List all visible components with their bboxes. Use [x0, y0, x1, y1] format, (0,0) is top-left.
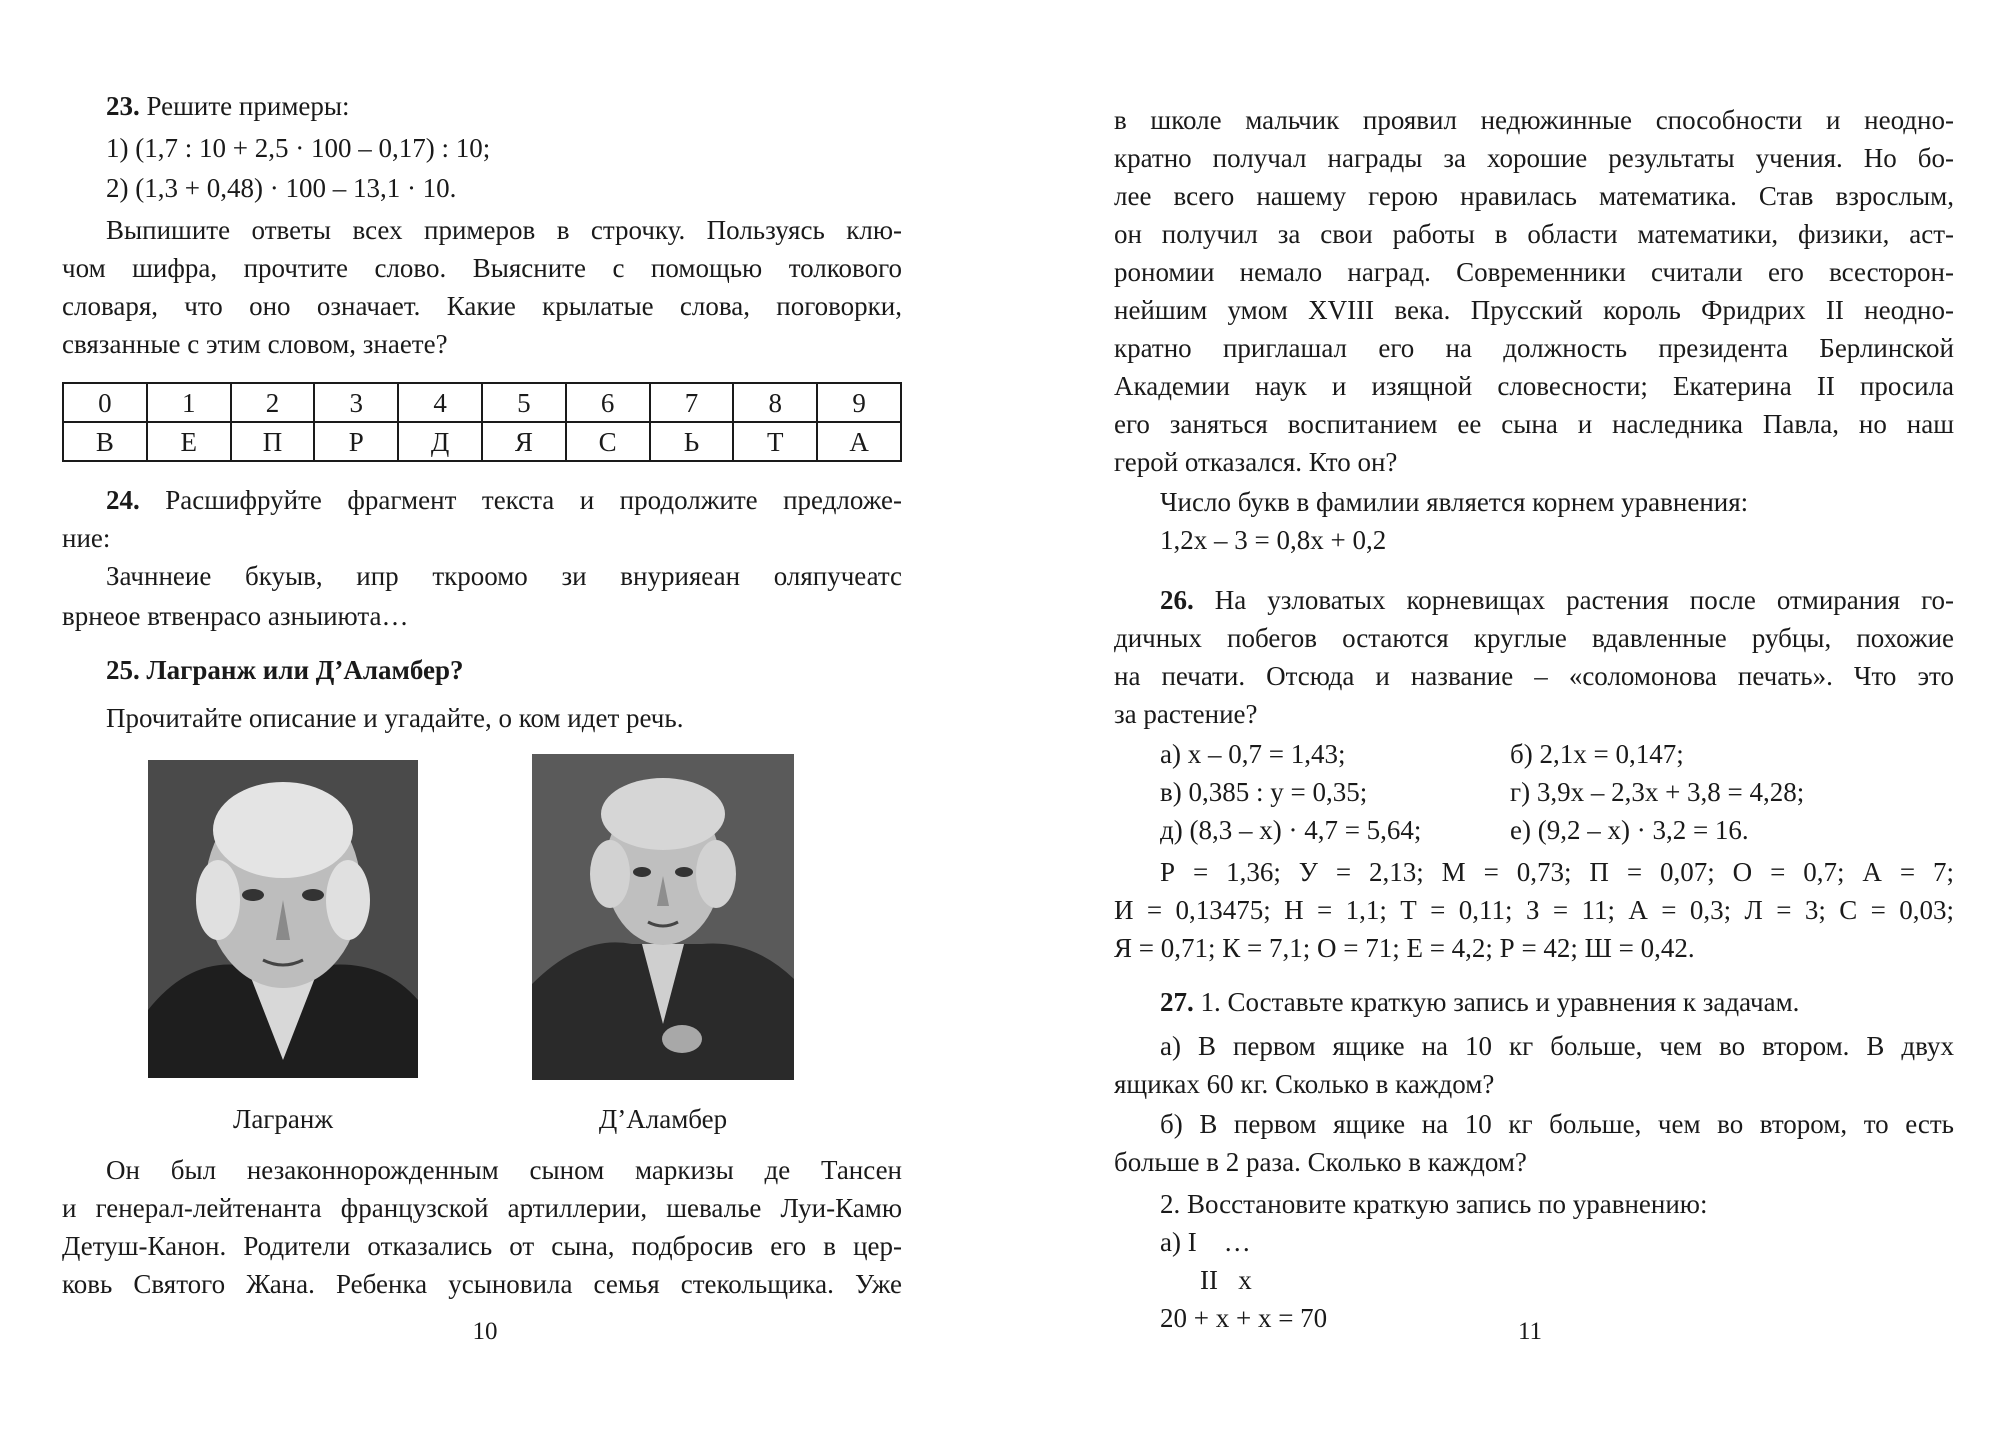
- task-23-text-line-2: чом шифра, прочтите слово. Выясните с помощью толкового: [62, 253, 902, 283]
- cipher-letter-row: [63, 422, 901, 461]
- task-24-heading: [106, 482, 902, 518]
- dalembert-portrait: [532, 754, 794, 1080]
- cipher-digit-cell: 1: [147, 383, 231, 422]
- cipher-digit-cell: 0: [63, 383, 147, 422]
- bio-line-9: его заняться воспитанием ее сына и наследника Павла, но наш: [1114, 409, 1954, 439]
- bio-line-6: нейшим умом XVIII века. Прусский король Фридрих II неодно-: [1114, 295, 1954, 325]
- cipher-letter-cell: Е: [147, 422, 231, 461]
- task-26-eq-b: б) 2,1x = 0,147;: [1510, 739, 1684, 769]
- bio-question: герой отказался. Кто он?: [1114, 447, 1398, 477]
- task-24-cipher-line-2: врнеое втвенрасо азныиюта…: [62, 601, 409, 631]
- cipher-digit-row: [63, 383, 901, 422]
- task-27-record-equation: 20 + x + x = 70: [1160, 1303, 1328, 1333]
- cipher-letter-cell: В: [63, 422, 147, 461]
- cipher-letter-cell: Я: [482, 422, 566, 461]
- task-23-heading: [106, 88, 350, 124]
- task-27-record-1: а) I …: [1160, 1227, 1251, 1257]
- cipher-digit-cell: 4: [398, 383, 482, 422]
- cipher-key-table: [62, 382, 902, 462]
- cipher-digit-cell: 7: [650, 383, 734, 422]
- task-26-line-4: за растение?: [1114, 699, 1258, 729]
- cipher-letter-cell: Т: [733, 422, 817, 461]
- task-26-eq-g: г) 3,9x – 2,3x + 3,8 = 4,28;: [1510, 777, 1805, 807]
- bio-line-8: Академии наук и изящной словесности; Екатерина II просила: [1114, 371, 1954, 401]
- task-26-eq-d: д) (8,3 – x) · 4,7 = 5,64;: [1160, 815, 1422, 845]
- task-23-text-line-3: словаря, что оно означает. Какие крылатые слова, поговорки,: [62, 291, 902, 321]
- task-26-eq-a: а) x – 0,7 = 1,43;: [1160, 739, 1346, 769]
- task-23-text-line-4: связанные с этим словом, знаете?: [62, 329, 448, 359]
- task-24-title: Расшифруйте фрагмент текста и продолжите предложе-: [139, 485, 902, 515]
- caption-lagrange: Лагранж: [233, 1104, 333, 1134]
- bio-line-5: рономии немало наград. Современники считали его всесторон-: [1114, 257, 1954, 287]
- task-26-eq-e: е) (9,2 – x) · 3,2 = 16.: [1510, 815, 1749, 845]
- task-26-key-line-1: Р = 1,36; У = 2,13; М = 0,73; П = 0,07; О = 0,7; А = 7;: [1160, 857, 1954, 887]
- task-26-number: 26.: [1160, 585, 1194, 615]
- task-27-line-1: [1160, 984, 1799, 1020]
- task-27-a-line-1: а) В первом ящике на 10 кг больше, чем во втором. В двух: [1160, 1031, 1954, 1061]
- page-number-right: 11: [1517, 1318, 1543, 1345]
- task-25-story-line-1: Он был незаконнорожденным сыном маркизы де Тансен: [106, 1155, 902, 1185]
- bio-line-1: в школе мальчик проявил недюжинные способности и неодно-: [1114, 105, 1954, 135]
- task-24-title-cont: ние:: [62, 523, 111, 553]
- task-26-line-3: на печати. Отсюда и название – «соломонова печать». Что это: [1114, 661, 1954, 691]
- task-27-record-2: II x: [1200, 1265, 1252, 1295]
- task-27-part-2: 2. Восстановите краткую запись по уравнению:: [1160, 1189, 1708, 1219]
- cipher-digit-cell: 8: [733, 383, 817, 422]
- task-25-intro: Прочитайте описание и угадайте, о ком идет речь.: [106, 703, 684, 733]
- bio-line-2: кратно получал награды за хорошие результаты учения. Но бо-: [1114, 143, 1954, 173]
- bio-line-7: кратно приглашал его на должность президента Берлинской: [1114, 333, 1954, 363]
- bio-equation: 1,2x – 3 = 0,8x + 0,2: [1160, 525, 1387, 555]
- task-23-example-2: 2) (1,3 + 0,48) · 100 – 13,1 · 10.: [106, 173, 457, 203]
- task-23-number: 23.: [106, 91, 140, 121]
- page-number-left: 10: [472, 1318, 498, 1345]
- bio-hint: Число букв в фамилии является корнем уравнения:: [1160, 487, 1749, 517]
- right-page: [1000, 0, 2000, 1451]
- task-25-story-line-3: Детуш-Канон. Родители отказались от сына, подбросив его в цер-: [62, 1231, 902, 1261]
- task-26-eq-v: в) 0,385 : y = 0,35;: [1160, 777, 1368, 807]
- task-25-story-line-2: и генерал-лейтенанта французской артиллерии, шевалье Луи-Камю: [62, 1193, 902, 1223]
- cipher-digit-cell: 9: [817, 383, 901, 422]
- task-26-text: На узловатых корневищах растения после отмирания го-: [1193, 585, 1954, 615]
- task-26-key-line-3: Я = 0,71; К = 7,1; О = 71; Е = 4,2; Р = 42; Ш = 0,42.: [1114, 933, 1695, 963]
- cipher-letter-cell: А: [817, 422, 901, 461]
- cipher-digit-cell: 2: [231, 383, 315, 422]
- task-23-example-1: 1) (1,7 : 10 + 2,5 · 100 – 0,17) : 10;: [106, 133, 491, 163]
- task-23-text-line-1: Выпишите ответы всех примеров в строчку. Пользуясь клю-: [106, 215, 902, 245]
- task-27-text: 1. Составьте краткую запись и уравнения к задачам.: [1193, 987, 1800, 1017]
- task-27-b-line-2: больше в 2 раза. Сколько в каждом?: [1114, 1147, 1527, 1177]
- task-25-story-line-4: ковь Святого Жана. Ребенка усыновила семья стекольщика. Уже: [62, 1269, 902, 1299]
- cipher-letter-cell: П: [231, 422, 315, 461]
- task-25-title: 25. Лагранж или Д’Аламбер?: [106, 655, 464, 685]
- task-23-title: Решите примеры:: [139, 91, 350, 121]
- cipher-letter-cell: С: [566, 422, 650, 461]
- task-27-a-line-2: ящиках 60 кг. Сколько в каждом?: [1114, 1069, 1495, 1099]
- task-24-number: 24.: [106, 485, 140, 515]
- cipher-letter-cell: Р: [314, 422, 398, 461]
- caption-dalembert: Д’Аламбер: [598, 1104, 728, 1134]
- cipher-letter-cell: Д: [398, 422, 482, 461]
- task-26-line-2: дичных побегов остаются круглые вдавленные рубцы, похожие: [1114, 623, 1954, 653]
- task-26-key-line-2: И = 0,13475; Н = 1,1; Т = 0,11; З = 11; А = 0,3; Л = 3; С = 0,03;: [1114, 895, 1954, 925]
- bio-line-4: он получил за свои работы в области математики, физики, аст-: [1114, 219, 1954, 249]
- task-24-cipher-line-1: Зачннеие бкуыв, ипр ткроомо зи внурияеан оляпучеатс: [106, 561, 902, 591]
- bio-line-3: лее всего нашему герою нравилась математика. Став взрослым,: [1114, 181, 1954, 211]
- cipher-digit-cell: 6: [566, 383, 650, 422]
- cipher-letter-cell: Ь: [650, 422, 734, 461]
- task-26-line-1: [1160, 582, 1954, 618]
- cipher-digit-cell: 3: [314, 383, 398, 422]
- task-27-number: 27.: [1160, 987, 1194, 1017]
- cipher-digit-cell: 5: [482, 383, 566, 422]
- task-27-b-line-1: б) В первом ящике на 10 кг больше, чем во втором, то есть: [1160, 1109, 1954, 1139]
- lagrange-portrait: [148, 760, 418, 1078]
